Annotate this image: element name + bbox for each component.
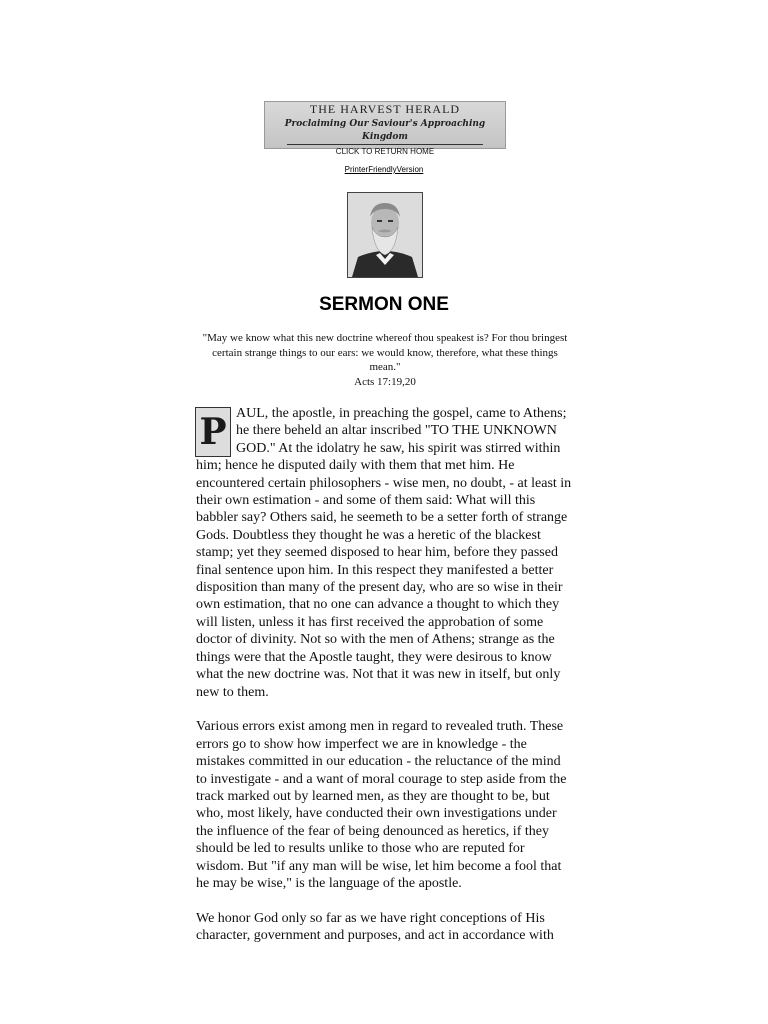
- home-banner-link[interactable]: [264, 101, 506, 156]
- banner-subtitle: Proclaiming Our Saviour's Approaching Kingdom: [284, 119, 486, 142]
- author-portrait: [347, 192, 423, 278]
- sermon-title: SERMON ONE: [319, 294, 449, 315]
- epigraph-quote: "May we know what this new doctrine whereof thou speakest is? For thou bringest certain strange things to our ears: we would know, therefore, what these things mean.": [202, 332, 568, 373]
- return-home-label: CLICK TO RETURN HOME: [335, 147, 435, 156]
- banner-divider: [287, 144, 483, 145]
- dropcap-letter-image: [195, 407, 231, 457]
- paragraph-2: Various errors exist among men in regard to revealed truth. These errors go to show how imperfect we are in knowledge - the mistakes committed in our education - the reluctance of the mind to investigate - and a want of moral courage to step aside from the track marked out by learned men, as they are thought to be, but who, most likely, have conducted their own investigations under the influence of the fear of being denounced as heretics, if they should be led to results unlike to those who are reputed for wisdom. But "if any man will be wise, let him become a fool that he may be wise," is the language of the apostle.: [196, 719, 567, 891]
- paragraph-1-text: AUL, the apostle, in preaching the gospel, came to Athens; he there beheld an altar inscribed "TO THE UNKNOWN GOD." At the idolatry he saw, his spirit was stirred within him; hence he disputed daily with them that met him. He encountered certain philosophers - wise men, no doubt, - at least in their own estimation - and some of them said: What will this babbler say? Others said, he seemeth to be a setter forth of strange Gods. Doubtless they thought he was a heretic of the blackest stamp; yet they seemed disposed to hear him, before they passed final sentence upon him. In this respect they manifested a better disposition than many of the present day, who are so wise in their own estimation, that no one can advance a thought to which they will listen, unless it has first received the approbation of some doctor of divinity. Not so with the men of Athens; strange as the things were that the Apostle taught, they were desirous to know what the new doctrine was. Not that it was new in itself, but only new to them.: [196, 406, 572, 700]
- sermon-body: [196, 405, 572, 962]
- epigraph: [197, 331, 573, 389]
- printer-friendly-link[interactable]: PrinterFriendlyVersion: [344, 165, 424, 174]
- banner-title: THE HARVEST HERALD: [309, 102, 461, 116]
- printer-friendly-row: [0, 165, 768, 174]
- portrait-image: [348, 193, 422, 277]
- epigraph-reference: Acts 17:19,20: [354, 375, 416, 388]
- paragraph-1: [196, 405, 572, 701]
- paragraph-3: We honor God only so far as we have right conceptions of His character, government and purposes, and act in accordance with: [196, 910, 554, 944]
- dropcap-letter: P: [199, 411, 227, 453]
